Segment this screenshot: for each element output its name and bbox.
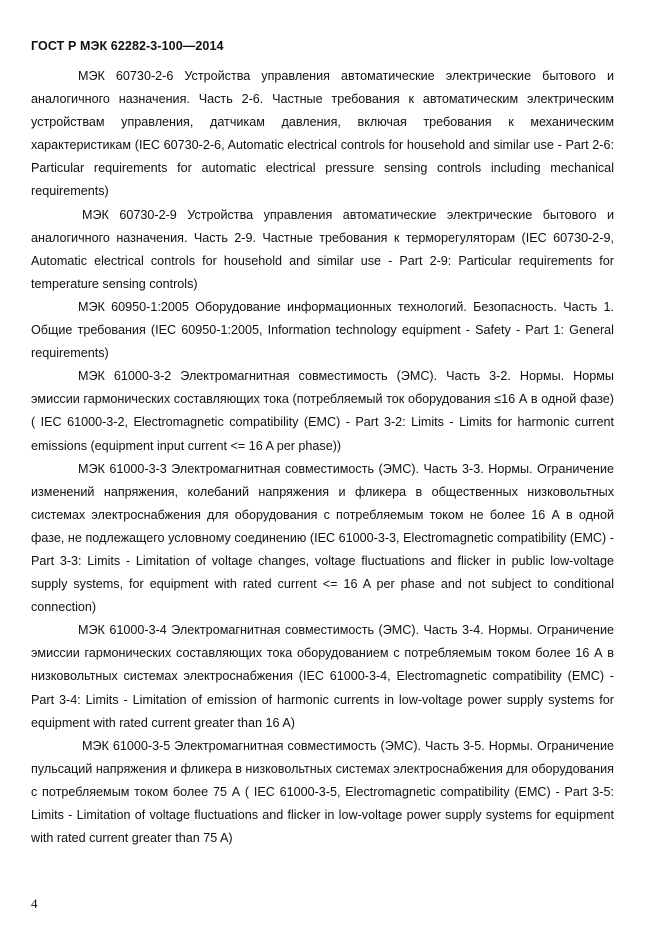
reference-iec-60730-2-9: МЭК 60730-2-9 Устройства управления автоматические электрические бытового и аналогичного назначения. Часть 2-9. Частные требования к терморегуляторам (IEC 60730-2-9, Automatic electrical controls for household and similar use - Part 2-9: Particular requirements for temperature sensing controls) bbox=[31, 207, 614, 291]
reference-iec-61000-3-4: МЭК 61000-3-4 Электромагнитная совместимость (ЭМС). Часть 3-4. Нормы. Ограничение эмиссии гармонических составляющих тока оборудованием с потребляемым током более 16 А в низковольтных системах электроснабжения (IEC 61000-3-4, Electromagnetic compatibility (EMC) - Part 3-4: Limits - Limitation of emission of harmonic currents in low-voltage power supply systems for equipment with rated current greater than 16 A) bbox=[31, 623, 614, 730]
reference-iec-61000-3-3: МЭК 61000-3-3 Электромагнитная совместимость (ЭМС). Часть 3-3. Нормы. Ограничение изменений напряжения, колебаний напряжения и фликера в общественных низковольтных системах электроснабжения для оборудования с потребляемым током не более 16 А в одной фазе, не подлежащего условному соединению (IEC 61000-3-3, Electromagnetic compatibility (EMC) - Part 3-3: Limits - Limitation of voltage changes, voltage fluctuations and flicker in public low-voltage supply systems, for equipment with rated current <= 16 A per phase and not subject to conditional connection) bbox=[31, 461, 614, 615]
standard-code-header: ГОСТ Р МЭК 62282-3-100—2014 bbox=[31, 39, 224, 53]
reference-iec-60730-2-6: МЭК 60730-2-6 Устройства управления автоматические электрические бытового и аналогичного назначения. Часть 2-6. Частные требования к автоматическим электрическим устройствам управления, датчикам давления, включая требования к механическим характеристикам (IEC 60730-2-6, Automatic electrical controls for household and similar use - Part 2-6: Particular requirements for automatic electrical pressure sensing controls including mechanical requirements) bbox=[31, 69, 614, 199]
reference-iec-61000-3-5: МЭК 61000-3-5 Электромагнитная совместимость (ЭМС). Часть 3-5. Нормы. Ограничение пульсаций напряжения и фликера в низковольтных системах электроснабжения для оборудования с потребляемым током более 75 А ( IEC 61000-3-5, Electromagnetic compatibility (EMC) - Part 3-5: Limits - Limitation of voltage fluctuations and flicker in low-voltage power supply systems for equipment with rated current greater than 75 A) bbox=[31, 738, 614, 846]
references-list bbox=[31, 65, 614, 850]
reference-iec-61000-3-2: МЭК 61000-3-2 Электромагнитная совместимость (ЭМС). Часть 3-2. Нормы. Нормы эмиссии гармонических составляющих тока (потребляемый ток оборудования ≤16 А в одной фазе)( IEC 61000-3-2, Electromagnetic compatibility (EMC) - Part 3-2: Limits - Limits for harmonic current emissions (equipment input current <= 16 A per phase)) bbox=[31, 369, 614, 453]
reference-iec-60950-1: МЭК 60950-1:2005 Оборудование информационных технологий. Безопасность. Часть 1. Общие требования (IEC 60950-1:2005, Information technology equipment - Safety - Part 1: General requirements) bbox=[31, 299, 614, 361]
page-number: 4 bbox=[31, 896, 38, 911]
